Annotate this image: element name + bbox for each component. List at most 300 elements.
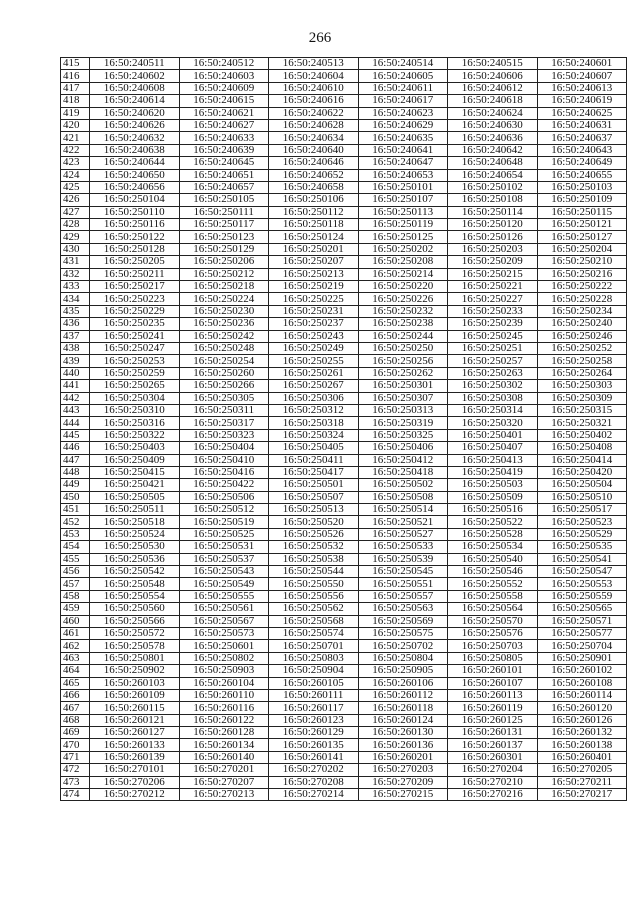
cadastral-number-cell: 16:50:250901 [537,652,627,664]
cadastral-number-cell: 16:50:270206 [90,776,180,788]
row-number-cell: 439 [61,355,90,367]
table-body [61,58,627,801]
cadastral-number-cell: 16:50:250309 [537,392,627,404]
cadastral-number-cell: 16:50:250312 [269,404,359,416]
cadastral-number-cell: 16:50:240622 [269,107,359,119]
cadastral-number-cell: 16:50:240656 [90,181,180,193]
table-row [61,751,627,763]
cadastral-number-cell: 16:50:240515 [448,58,538,70]
cadastral-number-cell: 16:50:250240 [537,318,627,330]
cadastral-number-cell: 16:50:250129 [179,243,269,255]
cadastral-number-cell: 16:50:250213 [269,268,359,280]
row-number-cell: 454 [61,541,90,553]
cadastral-number-cell: 16:50:250539 [358,553,448,565]
table-row [61,206,627,218]
cadastral-number-cell: 16:50:260114 [537,689,627,701]
cadastral-number-cell: 16:50:260137 [448,739,538,751]
row-number-cell: 434 [61,293,90,305]
cadastral-number-cell: 16:50:260101 [448,665,538,677]
cadastral-number-cell: 16:50:250323 [179,429,269,441]
cadastral-number-cell: 16:50:250258 [537,355,627,367]
cadastral-number-cell: 16:50:250324 [269,429,359,441]
cadastral-number-cell: 16:50:250518 [90,516,180,528]
row-number-cell: 471 [61,751,90,763]
cadastral-number-cell: 16:50:250116 [90,219,180,231]
cadastral-number-cell: 16:50:240620 [90,107,180,119]
table-row [61,702,627,714]
cadastral-number-cell: 16:50:250402 [537,429,627,441]
table-row [61,355,627,367]
cadastral-number-cell: 16:50:250110 [90,206,180,218]
table-row [61,82,627,94]
cadastral-number-cell: 16:50:250317 [179,417,269,429]
cadastral-number-cell: 16:50:250226 [358,293,448,305]
row-number-cell: 457 [61,578,90,590]
cadastral-number-cell: 16:50:260107 [448,677,538,689]
cadastral-number-cell: 16:50:250122 [90,231,180,243]
cadastral-number-cell: 16:50:250212 [179,268,269,280]
cadastral-number-cell: 16:50:240658 [269,181,359,193]
cadastral-number-cell: 16:50:270214 [269,789,359,801]
row-number-cell: 447 [61,454,90,466]
cadastral-number-cell: 16:50:250550 [269,578,359,590]
cadastral-number-cell: 16:50:260133 [90,739,180,751]
cadastral-number-table [60,57,627,801]
row-number-cell: 433 [61,281,90,293]
cadastral-number-cell: 16:50:250411 [269,454,359,466]
cadastral-number-cell: 16:50:250552 [448,578,538,590]
cadastral-number-cell: 16:50:250120 [448,219,538,231]
cadastral-number-cell: 16:50:250117 [179,219,269,231]
table-row [61,727,627,739]
table-row [61,367,627,379]
cadastral-number-cell: 16:50:240615 [179,95,269,107]
row-number-cell: 418 [61,95,90,107]
cadastral-number-cell: 16:50:240652 [269,169,359,181]
cadastral-number-cell: 16:50:250124 [269,231,359,243]
cadastral-number-cell: 16:50:250259 [90,367,180,379]
cadastral-number-cell: 16:50:250121 [537,219,627,231]
table-row [61,578,627,590]
table-row [61,504,627,516]
table-row [61,330,627,342]
cadastral-number-cell: 16:50:240617 [358,95,448,107]
table-row [61,157,627,169]
table-row [61,516,627,528]
cadastral-number-cell: 16:50:250313 [358,404,448,416]
row-number-cell: 437 [61,330,90,342]
cadastral-number-cell: 16:50:250409 [90,454,180,466]
cadastral-number-cell: 16:50:260117 [269,702,359,714]
row-number-cell: 470 [61,739,90,751]
cadastral-number-cell: 16:50:250403 [90,442,180,454]
cadastral-number-cell: 16:50:250557 [358,590,448,602]
row-number-cell: 462 [61,640,90,652]
cadastral-number-cell: 16:50:250412 [358,454,448,466]
row-number-cell: 463 [61,652,90,664]
table-row [61,541,627,553]
cadastral-number-cell: 16:50:250543 [179,566,269,578]
cadastral-number-cell: 16:50:250544 [269,566,359,578]
cadastral-number-cell: 16:50:250803 [269,652,359,664]
cadastral-number-cell: 16:50:250230 [179,305,269,317]
row-number-cell: 464 [61,665,90,677]
cadastral-number-cell: 16:50:260113 [448,689,538,701]
cadastral-number-cell: 16:50:250232 [358,305,448,317]
cadastral-number-cell: 16:50:260401 [537,751,627,763]
cadastral-number-cell: 16:50:260102 [537,665,627,677]
cadastral-number-cell: 16:50:250248 [179,342,269,354]
cadastral-number-cell: 16:50:250517 [537,504,627,516]
cadastral-number-cell: 16:50:240642 [448,144,538,156]
cadastral-number-cell: 16:50:250236 [179,318,269,330]
cadastral-number-cell: 16:50:250525 [179,528,269,540]
cadastral-number-cell: 16:50:250127 [537,231,627,243]
cadastral-number-cell: 16:50:250554 [90,590,180,602]
cadastral-number-cell: 16:50:260110 [179,689,269,701]
cadastral-number-cell: 16:50:250262 [358,367,448,379]
cadastral-number-cell: 16:50:270203 [358,764,448,776]
cadastral-number-cell: 16:50:250420 [537,466,627,478]
row-number-cell: 421 [61,132,90,144]
cadastral-number-cell: 16:50:250512 [179,504,269,516]
cadastral-number-cell: 16:50:250206 [179,256,269,268]
cadastral-number-cell: 16:50:240611 [358,82,448,94]
cadastral-number-cell: 16:50:260141 [269,751,359,763]
cadastral-number-cell: 16:50:250414 [537,454,627,466]
table-row [61,58,627,70]
cadastral-number-cell: 16:50:250308 [448,392,538,404]
cadastral-number-cell: 16:50:250421 [90,479,180,491]
cadastral-number-cell: 16:50:270209 [358,776,448,788]
cadastral-number-cell: 16:50:250549 [179,578,269,590]
cadastral-number-cell: 16:50:240628 [269,119,359,131]
cadastral-number-cell: 16:50:260124 [358,714,448,726]
table-row [61,169,627,181]
row-number-cell: 424 [61,169,90,181]
cadastral-number-cell: 16:50:250573 [179,627,269,639]
cadastral-number-cell: 16:50:260111 [269,689,359,701]
cadastral-number-cell: 16:50:260127 [90,727,180,739]
table-row [61,454,627,466]
cadastral-number-cell: 16:50:250321 [537,417,627,429]
cadastral-number-cell: 16:50:250547 [537,566,627,578]
cadastral-number-cell: 16:50:250507 [269,491,359,503]
cadastral-number-cell: 16:50:250528 [448,528,538,540]
row-number-cell: 469 [61,727,90,739]
cadastral-number-cell: 16:50:270202 [269,764,359,776]
cadastral-number-cell: 16:50:240635 [358,132,448,144]
row-number-cell: 435 [61,305,90,317]
cadastral-number-cell: 16:50:250216 [537,268,627,280]
cadastral-number-cell: 16:50:250516 [448,504,538,516]
cadastral-number-cell: 16:50:250217 [90,281,180,293]
cadastral-number-cell: 16:50:250204 [537,243,627,255]
row-number-cell: 455 [61,553,90,565]
cadastral-number-cell: 16:50:260103 [90,677,180,689]
cadastral-number-cell: 16:50:250112 [269,206,359,218]
cadastral-number-cell: 16:50:250520 [269,516,359,528]
cadastral-number-cell: 16:50:250128 [90,243,180,255]
cadastral-number-cell: 16:50:250510 [537,491,627,503]
row-number-cell: 474 [61,789,90,801]
row-number-cell: 432 [61,268,90,280]
cadastral-number-cell: 16:50:240514 [358,58,448,70]
cadastral-number-cell: 16:50:240616 [269,95,359,107]
cadastral-number-cell: 16:50:260106 [358,677,448,689]
table-row [61,95,627,107]
cadastral-number-cell: 16:50:250223 [90,293,180,305]
table-row [61,714,627,726]
cadastral-number-cell: 16:50:250508 [358,491,448,503]
cadastral-number-cell: 16:50:250119 [358,219,448,231]
cadastral-number-cell: 16:50:250501 [269,479,359,491]
table-row [61,590,627,602]
cadastral-number-cell: 16:50:250233 [448,305,538,317]
cadastral-number-cell: 16:50:250561 [179,603,269,615]
cadastral-number-cell: 16:50:250243 [269,330,359,342]
row-number-cell: 415 [61,58,90,70]
cadastral-number-cell: 16:50:240602 [90,70,180,82]
cadastral-number-cell: 16:50:240629 [358,119,448,131]
cadastral-number-cell: 16:50:250211 [90,268,180,280]
cadastral-number-cell: 16:50:250566 [90,615,180,627]
cadastral-number-cell: 16:50:250701 [269,640,359,652]
cadastral-number-cell: 16:50:250902 [90,665,180,677]
cadastral-number-cell: 16:50:260121 [90,714,180,726]
cadastral-number-cell: 16:50:240634 [269,132,359,144]
row-number-cell: 430 [61,243,90,255]
cadastral-number-cell: 16:50:240627 [179,119,269,131]
cadastral-number-cell: 16:50:260131 [448,727,538,739]
cadastral-number-cell: 16:50:260128 [179,727,269,739]
cadastral-number-cell: 16:50:250209 [448,256,538,268]
cadastral-number-cell: 16:50:240653 [358,169,448,181]
table-row [61,243,627,255]
table-row [61,764,627,776]
cadastral-number-cell: 16:50:250238 [358,318,448,330]
cadastral-number-cell: 16:50:250266 [179,380,269,392]
cadastral-number-cell: 16:50:250560 [90,603,180,615]
cadastral-number-cell: 16:50:240645 [179,157,269,169]
table-row [61,566,627,578]
row-number-cell: 461 [61,627,90,639]
cadastral-number-cell: 16:50:250256 [358,355,448,367]
cadastral-number-cell: 16:50:250245 [448,330,538,342]
table-row [61,305,627,317]
cadastral-number-cell: 16:50:250222 [537,281,627,293]
cadastral-number-cell: 16:50:250111 [179,206,269,218]
cadastral-number-cell: 16:50:250102 [448,181,538,193]
row-number-cell: 426 [61,194,90,206]
table-row [61,689,627,701]
row-number-cell: 427 [61,206,90,218]
cadastral-number-cell: 16:50:240511 [90,58,180,70]
table-row [61,528,627,540]
cadastral-number-cell: 16:50:240646 [269,157,359,169]
cadastral-number-cell: 16:50:250405 [269,442,359,454]
cadastral-number-cell: 16:50:260109 [90,689,180,701]
cadastral-number-cell: 16:50:250252 [537,342,627,354]
table-row [61,342,627,354]
cadastral-number-cell: 16:50:240626 [90,119,180,131]
cadastral-number-cell: 16:50:260122 [179,714,269,726]
cadastral-number-cell: 16:50:250251 [448,342,538,354]
cadastral-number-cell: 16:50:250551 [358,578,448,590]
cadastral-number-cell: 16:50:240640 [269,144,359,156]
cadastral-number-cell: 16:50:250904 [269,665,359,677]
cadastral-number-cell: 16:50:270210 [448,776,538,788]
cadastral-number-cell: 16:50:240641 [358,144,448,156]
cadastral-number-cell: 16:50:240651 [179,169,269,181]
cadastral-number-cell: 16:50:250568 [269,615,359,627]
cadastral-number-cell: 16:50:260119 [448,702,538,714]
cadastral-number-cell: 16:50:250569 [358,615,448,627]
cadastral-number-cell: 16:50:250703 [448,640,538,652]
cadastral-number-cell: 16:50:250415 [90,466,180,478]
cadastral-number-cell: 16:50:240601 [537,58,627,70]
cadastral-number-cell: 16:50:250310 [90,404,180,416]
table-row [61,380,627,392]
cadastral-number-cell: 16:50:250303 [537,380,627,392]
cadastral-number-cell: 16:50:260105 [269,677,359,689]
table-row [61,194,627,206]
table-row [61,281,627,293]
cadastral-number-cell: 16:50:250107 [358,194,448,206]
cadastral-number-cell: 16:50:250207 [269,256,359,268]
row-number-cell: 446 [61,442,90,454]
cadastral-number-cell: 16:50:250555 [179,590,269,602]
cadastral-number-cell: 16:50:250531 [179,541,269,553]
cadastral-number-cell: 16:50:250221 [448,281,538,293]
cadastral-number-cell: 16:50:240648 [448,157,538,169]
table-row [61,665,627,677]
row-number-cell: 467 [61,702,90,714]
cadastral-number-cell: 16:50:250578 [90,640,180,652]
cadastral-number-cell: 16:50:250125 [358,231,448,243]
cadastral-number-cell: 16:50:240647 [358,157,448,169]
cadastral-number-cell: 16:50:240643 [537,144,627,156]
cadastral-number-cell: 16:50:250109 [537,194,627,206]
row-number-cell: 436 [61,318,90,330]
cadastral-number-cell: 16:50:270216 [448,789,538,801]
cadastral-number-cell: 16:50:250257 [448,355,538,367]
cadastral-number-cell: 16:50:250108 [448,194,538,206]
cadastral-number-cell: 16:50:240639 [179,144,269,156]
cadastral-number-cell: 16:50:250316 [90,417,180,429]
table-row [61,293,627,305]
cadastral-number-cell: 16:50:270212 [90,789,180,801]
cadastral-number-cell: 16:50:250264 [537,367,627,379]
cadastral-number-cell: 16:50:250535 [537,541,627,553]
row-number-cell: 445 [61,429,90,441]
cadastral-number-cell: 16:50:250576 [448,627,538,639]
cadastral-number-cell: 16:50:250225 [269,293,359,305]
cadastral-number-cell: 16:50:250244 [358,330,448,342]
cadastral-number-cell: 16:50:250542 [90,566,180,578]
cadastral-number-cell: 16:50:250106 [269,194,359,206]
cadastral-number-cell: 16:50:250509 [448,491,538,503]
cadastral-number-cell: 16:50:270217 [537,789,627,801]
cadastral-number-cell: 16:50:240650 [90,169,180,181]
cadastral-number-cell: 16:50:250533 [358,541,448,553]
cadastral-number-cell: 16:50:250307 [358,392,448,404]
cadastral-number-cell: 16:50:250254 [179,355,269,367]
cadastral-number-cell: 16:50:250558 [448,590,538,602]
cadastral-number-cell: 16:50:250523 [537,516,627,528]
cadastral-number-cell: 16:50:260125 [448,714,538,726]
cadastral-number-cell: 16:50:240607 [537,70,627,82]
row-number-cell: 429 [61,231,90,243]
cadastral-number-cell: 16:50:250227 [448,293,538,305]
table-row [61,442,627,454]
table-row [61,119,627,131]
cadastral-number-cell: 16:50:250565 [537,603,627,615]
cadastral-number-cell: 16:50:250540 [448,553,538,565]
table-row [61,640,627,652]
cadastral-number-cell: 16:50:250408 [537,442,627,454]
row-number-cell: 431 [61,256,90,268]
cadastral-number-cell: 16:50:250802 [179,652,269,664]
table-row [61,652,627,664]
cadastral-number-cell: 16:50:250304 [90,392,180,404]
cadastral-number-cell: 16:50:250126 [448,231,538,243]
cadastral-number-cell: 16:50:250311 [179,404,269,416]
table-row [61,231,627,243]
cadastral-number-cell: 16:50:250801 [90,652,180,664]
cadastral-number-cell: 16:50:240631 [537,119,627,131]
table-row [61,318,627,330]
cadastral-number-cell: 16:50:250115 [537,206,627,218]
row-number-cell: 452 [61,516,90,528]
cadastral-number-cell: 16:50:250105 [179,194,269,206]
cadastral-number-cell: 16:50:250302 [448,380,538,392]
cadastral-number-cell: 16:50:250419 [448,466,538,478]
row-number-cell: 465 [61,677,90,689]
table-row [61,491,627,503]
cadastral-number-cell: 16:50:250519 [179,516,269,528]
cadastral-number-cell: 16:50:250903 [179,665,269,677]
table-row [61,553,627,565]
cadastral-number-cell: 16:50:270211 [537,776,627,788]
cadastral-number-cell: 16:50:250538 [269,553,359,565]
table-row [61,219,627,231]
cadastral-number-cell: 16:50:240624 [448,107,538,119]
cadastral-number-cell: 16:50:250318 [269,417,359,429]
cadastral-number-cell: 16:50:260118 [358,702,448,714]
cadastral-number-cell: 16:50:260301 [448,751,538,763]
table-row [61,776,627,788]
cadastral-number-cell: 16:50:240609 [179,82,269,94]
cadastral-number-cell: 16:50:250104 [90,194,180,206]
cadastral-number-cell: 16:50:240512 [179,58,269,70]
cadastral-number-cell: 16:50:240638 [90,144,180,156]
row-number-cell: 459 [61,603,90,615]
cadastral-number-cell: 16:50:250406 [358,442,448,454]
row-number-cell: 449 [61,479,90,491]
table-row [61,404,627,416]
table-row [61,417,627,429]
table-row [61,144,627,156]
row-number-cell: 442 [61,392,90,404]
cadastral-number-cell: 16:50:240632 [90,132,180,144]
cadastral-number-cell: 16:50:270207 [179,776,269,788]
cadastral-number-cell: 16:50:240633 [179,132,269,144]
cadastral-number-cell: 16:50:240637 [537,132,627,144]
cadastral-number-cell: 16:50:250702 [358,640,448,652]
cadastral-number-cell: 16:50:250319 [358,417,448,429]
row-number-cell: 420 [61,119,90,131]
